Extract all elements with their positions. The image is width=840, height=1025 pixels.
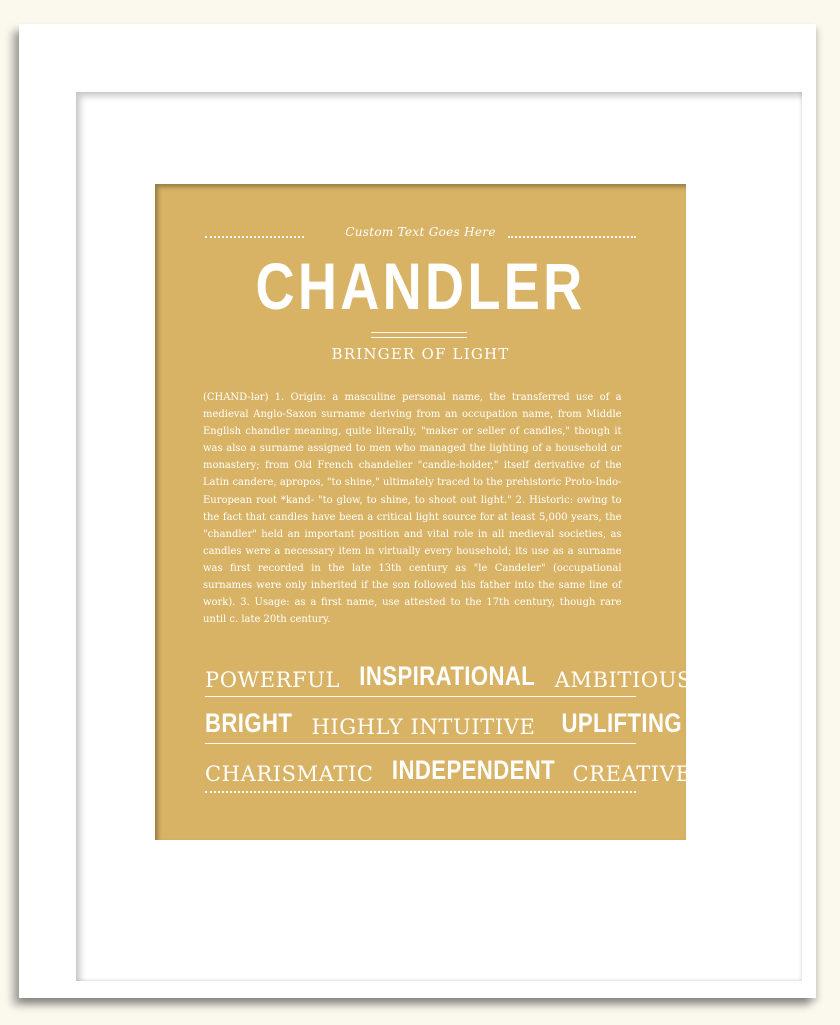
definition-text: (CHAND-lər) 1. Origin: a masculine personal name, the transferred use of a medieval Anglo-Saxon surname deriving from an occupation name, from Middle English chandler meaning, quite literally, "maker or seller of candles," though it was also a surname assigned to men who managed the lighting of a household or monastery; from Old French chandelier "candle-holder," itself derivative of the Latin candere, apropos, "to shine," ultimately traced to the prehistoric Proto-Indo-European root *kand- "to glow, to shine, to shoot out light." 2. Historic: owing to the fact that candles have been a critical light source for at least 5,000 years, the "chandler" held an important position and vital role in all medieval societies, as candles were a necessary item in virtually every household; its use as a surname was first recorded in the late 13th century as "le Candeler" (occupational surnames were only inherited if the son followed his father into the same line of work). 3. Usage: as a first name, use attested to the 17th century, though rare until c. late 20th century. bbox=[203, 391, 622, 626]
trait-word: INDEPENDENT bbox=[391, 755, 555, 785]
name-meaning: BRINGER OF LIGHT bbox=[331, 345, 510, 363]
trait-row-1 bbox=[205, 656, 692, 692]
name-definition bbox=[203, 389, 622, 628]
trait-word: HIGHLY INTUITIVE bbox=[311, 715, 536, 739]
trait-word: CREATIVE bbox=[572, 762, 692, 786]
trait-word: UPLIFTING bbox=[561, 708, 683, 738]
trait-divider bbox=[205, 696, 636, 697]
trait-word: CHARISMATIC bbox=[205, 762, 374, 786]
trait-word: AMBITIOUS bbox=[554, 668, 692, 692]
title-rule-top bbox=[371, 332, 467, 333]
trait-word: INSPIRATIONAL bbox=[359, 661, 536, 691]
name-print bbox=[155, 184, 692, 840]
title-rule-bottom bbox=[371, 337, 467, 338]
custom-text: Custom Text Goes Here bbox=[345, 225, 496, 239]
trait-word: BRIGHT bbox=[205, 708, 293, 738]
trait-row-2 bbox=[205, 703, 683, 739]
trait-divider bbox=[205, 743, 636, 744]
trait-word: POWERFUL bbox=[205, 668, 341, 692]
trait-row-3 bbox=[205, 750, 692, 786]
name-title: CHANDLER bbox=[255, 249, 586, 323]
dotted-divider-bottom bbox=[205, 791, 636, 793]
